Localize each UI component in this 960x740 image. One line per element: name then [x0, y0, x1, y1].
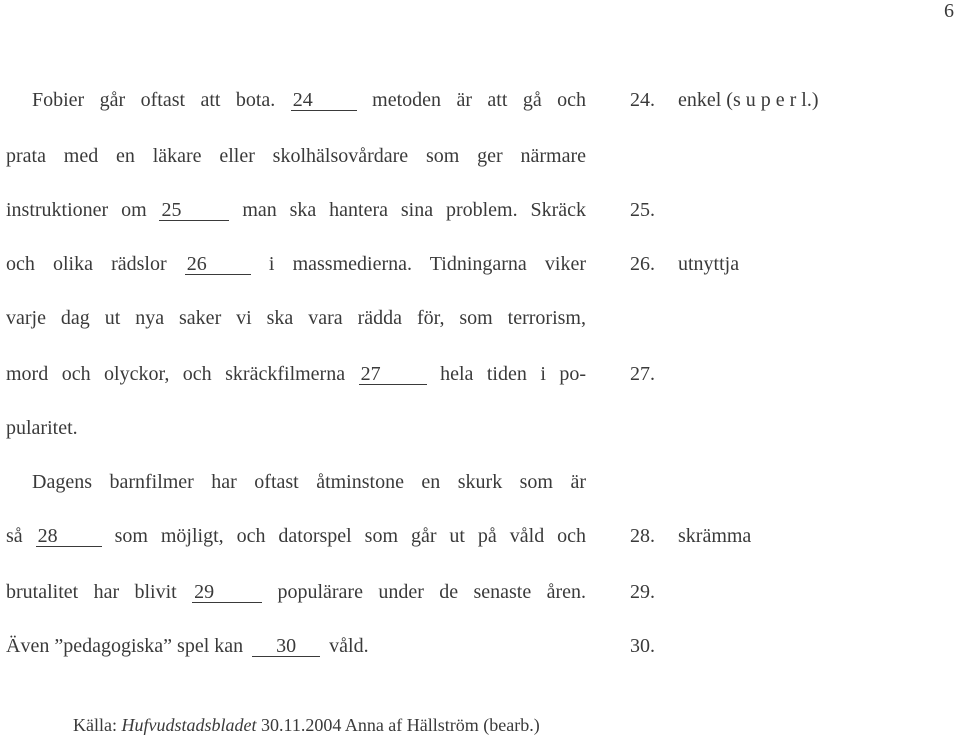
text-segment: brutalitet har blivit	[6, 581, 177, 603]
text-segment: mord och olyckor, och skräckfilmerna	[6, 363, 346, 385]
text-line-8	[32, 470, 586, 494]
text-segment: Även ”pedagogiska” spel kan	[6, 635, 244, 657]
text-line-1	[32, 88, 586, 112]
answer-24	[630, 88, 819, 112]
source-publication: Hufvudstadsbladet	[121, 715, 257, 735]
text-segment: populärare under de senaste åren.	[277, 581, 587, 603]
answer-27	[630, 362, 678, 386]
blank-26: 26	[185, 254, 251, 275]
answer-number: 28.	[630, 525, 655, 547]
text-line-3	[6, 198, 586, 222]
blank-28: 28	[36, 526, 102, 547]
text-line-4	[6, 252, 586, 276]
blank-24: 24	[291, 90, 357, 111]
text-segment: man ska hantera sina problem. Skräck	[242, 199, 586, 221]
text-segment: och olika rädslor	[6, 253, 167, 275]
text-segment: som möjligt, och datorspel som går ut på våld och	[114, 525, 587, 547]
answer-number: 29.	[630, 581, 655, 603]
answer-number: 24.	[630, 89, 655, 111]
answer-word: skrämma	[678, 525, 752, 547]
text-segment: hela tiden i po-	[440, 363, 587, 385]
answer-word: utnyttja	[678, 253, 740, 275]
blank-25: 25	[159, 200, 229, 221]
text-line-6	[6, 362, 586, 386]
answer-number: 30.	[630, 635, 655, 657]
answer-number: 26.	[630, 253, 655, 275]
text-line-5	[6, 306, 586, 330]
answer-25	[630, 198, 678, 222]
blank-27: 27	[359, 364, 427, 385]
text-line-11	[6, 634, 586, 658]
source-prefix: Källa:	[73, 715, 122, 735]
text-segment: varje dag ut nya saker vi ska vara rädda för, som terrorism,	[6, 307, 586, 329]
text-segment: instruktioner om	[6, 199, 147, 221]
page-number: 6	[944, 0, 954, 22]
text-line-2	[6, 144, 586, 168]
answer-word: enkel (s u p e r l.)	[678, 89, 819, 111]
source-suffix: 30.11.2004 Anna af Hällström (bearb.)	[256, 715, 540, 735]
text-segment: metoden är att gå och	[372, 89, 586, 111]
text-segment: Fobier går oftast att bota.	[32, 89, 276, 111]
text-line-9	[6, 524, 586, 548]
answer-26	[630, 252, 739, 276]
text-line-10	[6, 580, 586, 604]
answer-number: 25.	[630, 199, 655, 221]
source-citation	[73, 714, 540, 736]
blank-29: 29	[192, 582, 262, 603]
text-segment: pularitet.	[6, 417, 78, 439]
answer-30	[630, 634, 678, 658]
text-segment: i massmedierna. Tidningarna viker	[268, 253, 587, 275]
answer-28	[630, 524, 751, 548]
answer-29	[630, 580, 678, 604]
answer-number: 27.	[630, 363, 655, 385]
text-segment: våld.	[329, 635, 369, 657]
text-segment: prata med en läkare eller skolhälsovårdare som ger närmare	[6, 145, 586, 167]
text-segment: så	[6, 525, 23, 547]
text-segment: Dagens barnfilmer har oftast åtminstone en skurk som är	[32, 471, 586, 493]
text-line-7	[6, 416, 586, 440]
blank-30: 30	[252, 636, 320, 657]
